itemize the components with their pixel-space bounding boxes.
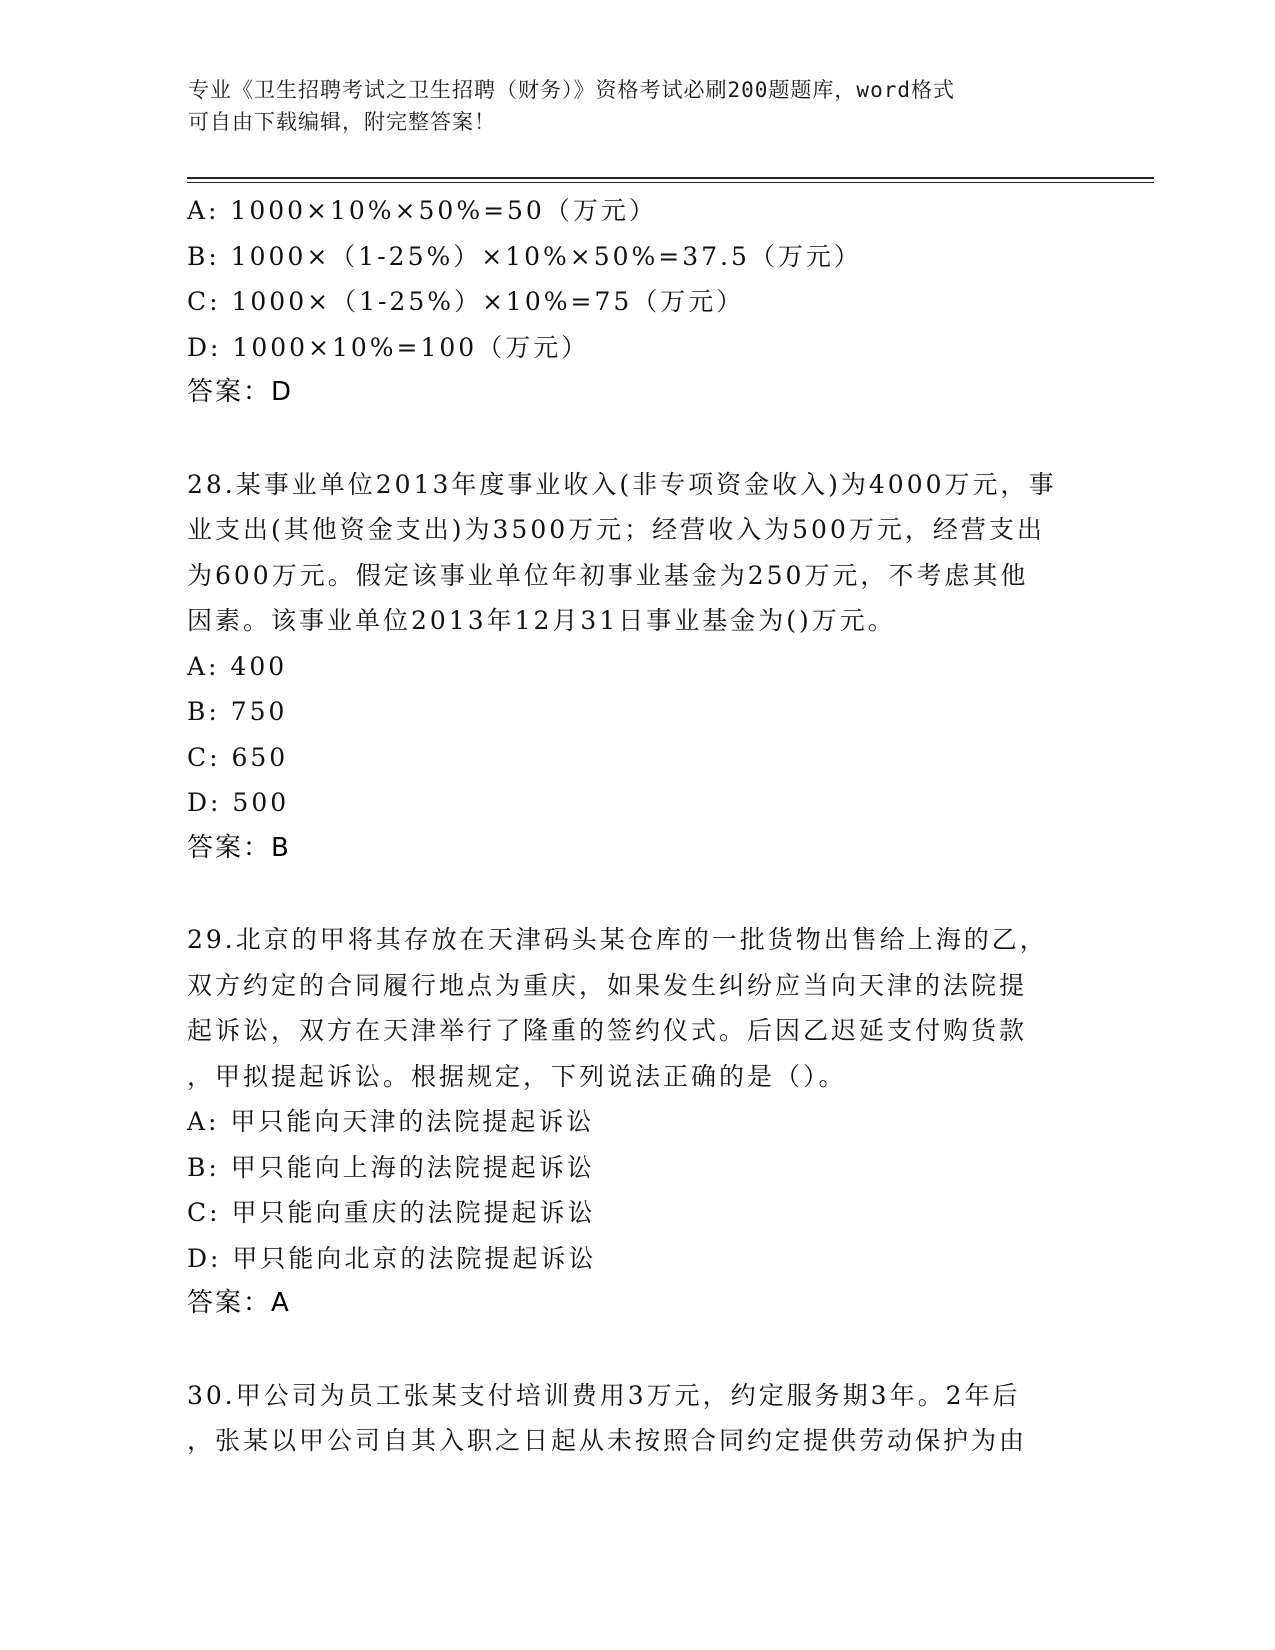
question-stem-line: 为600万元。假定该事业单位年初事业基金为250万元，不考虑其他 <box>187 560 1029 590</box>
question-list <box>187 188 1087 1464</box>
question-30 <box>187 1373 1087 1464</box>
question-stem-line: 30.甲公司为员工张某支付培训费用3万元，约定服务期3年。2年后 <box>187 1380 1021 1410</box>
page-header <box>188 74 1088 138</box>
answer-label: 答案：B <box>187 832 291 863</box>
header-title-line-2: 可自由下载编辑，附完整答案！ <box>188 110 496 134</box>
answer-label: 答案：A <box>187 1288 291 1318</box>
header-title-line-1: 专业《卫生招聘考试之卫生招聘（财务）》资格考试必刷200题题库，word格式 <box>188 78 955 102</box>
header-divider-thick <box>187 177 1154 179</box>
question-stem-line: 业支出(其他资金支出)为3500万元；经营收入为500万元，经营支出 <box>187 515 1045 544</box>
option-a: A: 400 <box>187 651 288 681</box>
question-stem-line: ，张某以甲公司自其入职之日起从未按照合同约定提供劳动保护为由 <box>187 1426 1028 1455</box>
option-a: A: 甲只能向天津的法院提起诉讼 <box>187 1107 595 1136</box>
option-d: D: 500 <box>187 788 290 817</box>
option-c: C: 甲只能向重庆的法院提起诉讼 <box>187 1198 596 1227</box>
option-b: B: 1000×（1-25%）×10%×50%=37.5（万元） <box>187 241 862 271</box>
question-stem-line: 起诉讼，双方在天津举行了隆重的签约仪式。后因乙迟延支付购货款 <box>187 1016 1028 1045</box>
question-stem-line: 28.某事业单位2013年度事业收入(非专项资金收入)为4000万元，事 <box>187 469 1057 499</box>
option-a: A: 1000×10%×50%=50（万元） <box>187 196 657 225</box>
option-d: D: 甲只能向北京的法院提起诉讼 <box>187 1243 597 1273</box>
option-b: B: 750 <box>187 697 288 726</box>
question-stem-line: 双方约定的合同履行地点为重庆，如果发生纠纷应当向天津的法院提 <box>187 970 1028 1000</box>
option-b: B: 甲只能向上海的法院提起诉讼 <box>187 1152 595 1182</box>
question-stem-line: 因素。该事业单位2013年12月31日事业基金为()万元。 <box>187 606 896 635</box>
question-29 <box>187 917 1087 1327</box>
option-c: C: 1000×（1-25%）×10%=75（万元） <box>187 287 745 316</box>
question-27 <box>187 188 1087 416</box>
answer-label: 答案：D <box>187 377 294 407</box>
header-divider-thin <box>187 182 1154 183</box>
option-c: C: 650 <box>187 742 289 772</box>
question-28 <box>187 462 1087 872</box>
question-stem-line: 29.北京的甲将其存放在天津码头某仓库的一批货物出售给上海的乙， <box>187 925 1048 954</box>
question-stem-line: ，甲拟提起诉讼。根据规定，下列说法正确的是（）。 <box>187 1061 847 1091</box>
option-d: D: 1000×10%=100（万元） <box>187 332 590 362</box>
